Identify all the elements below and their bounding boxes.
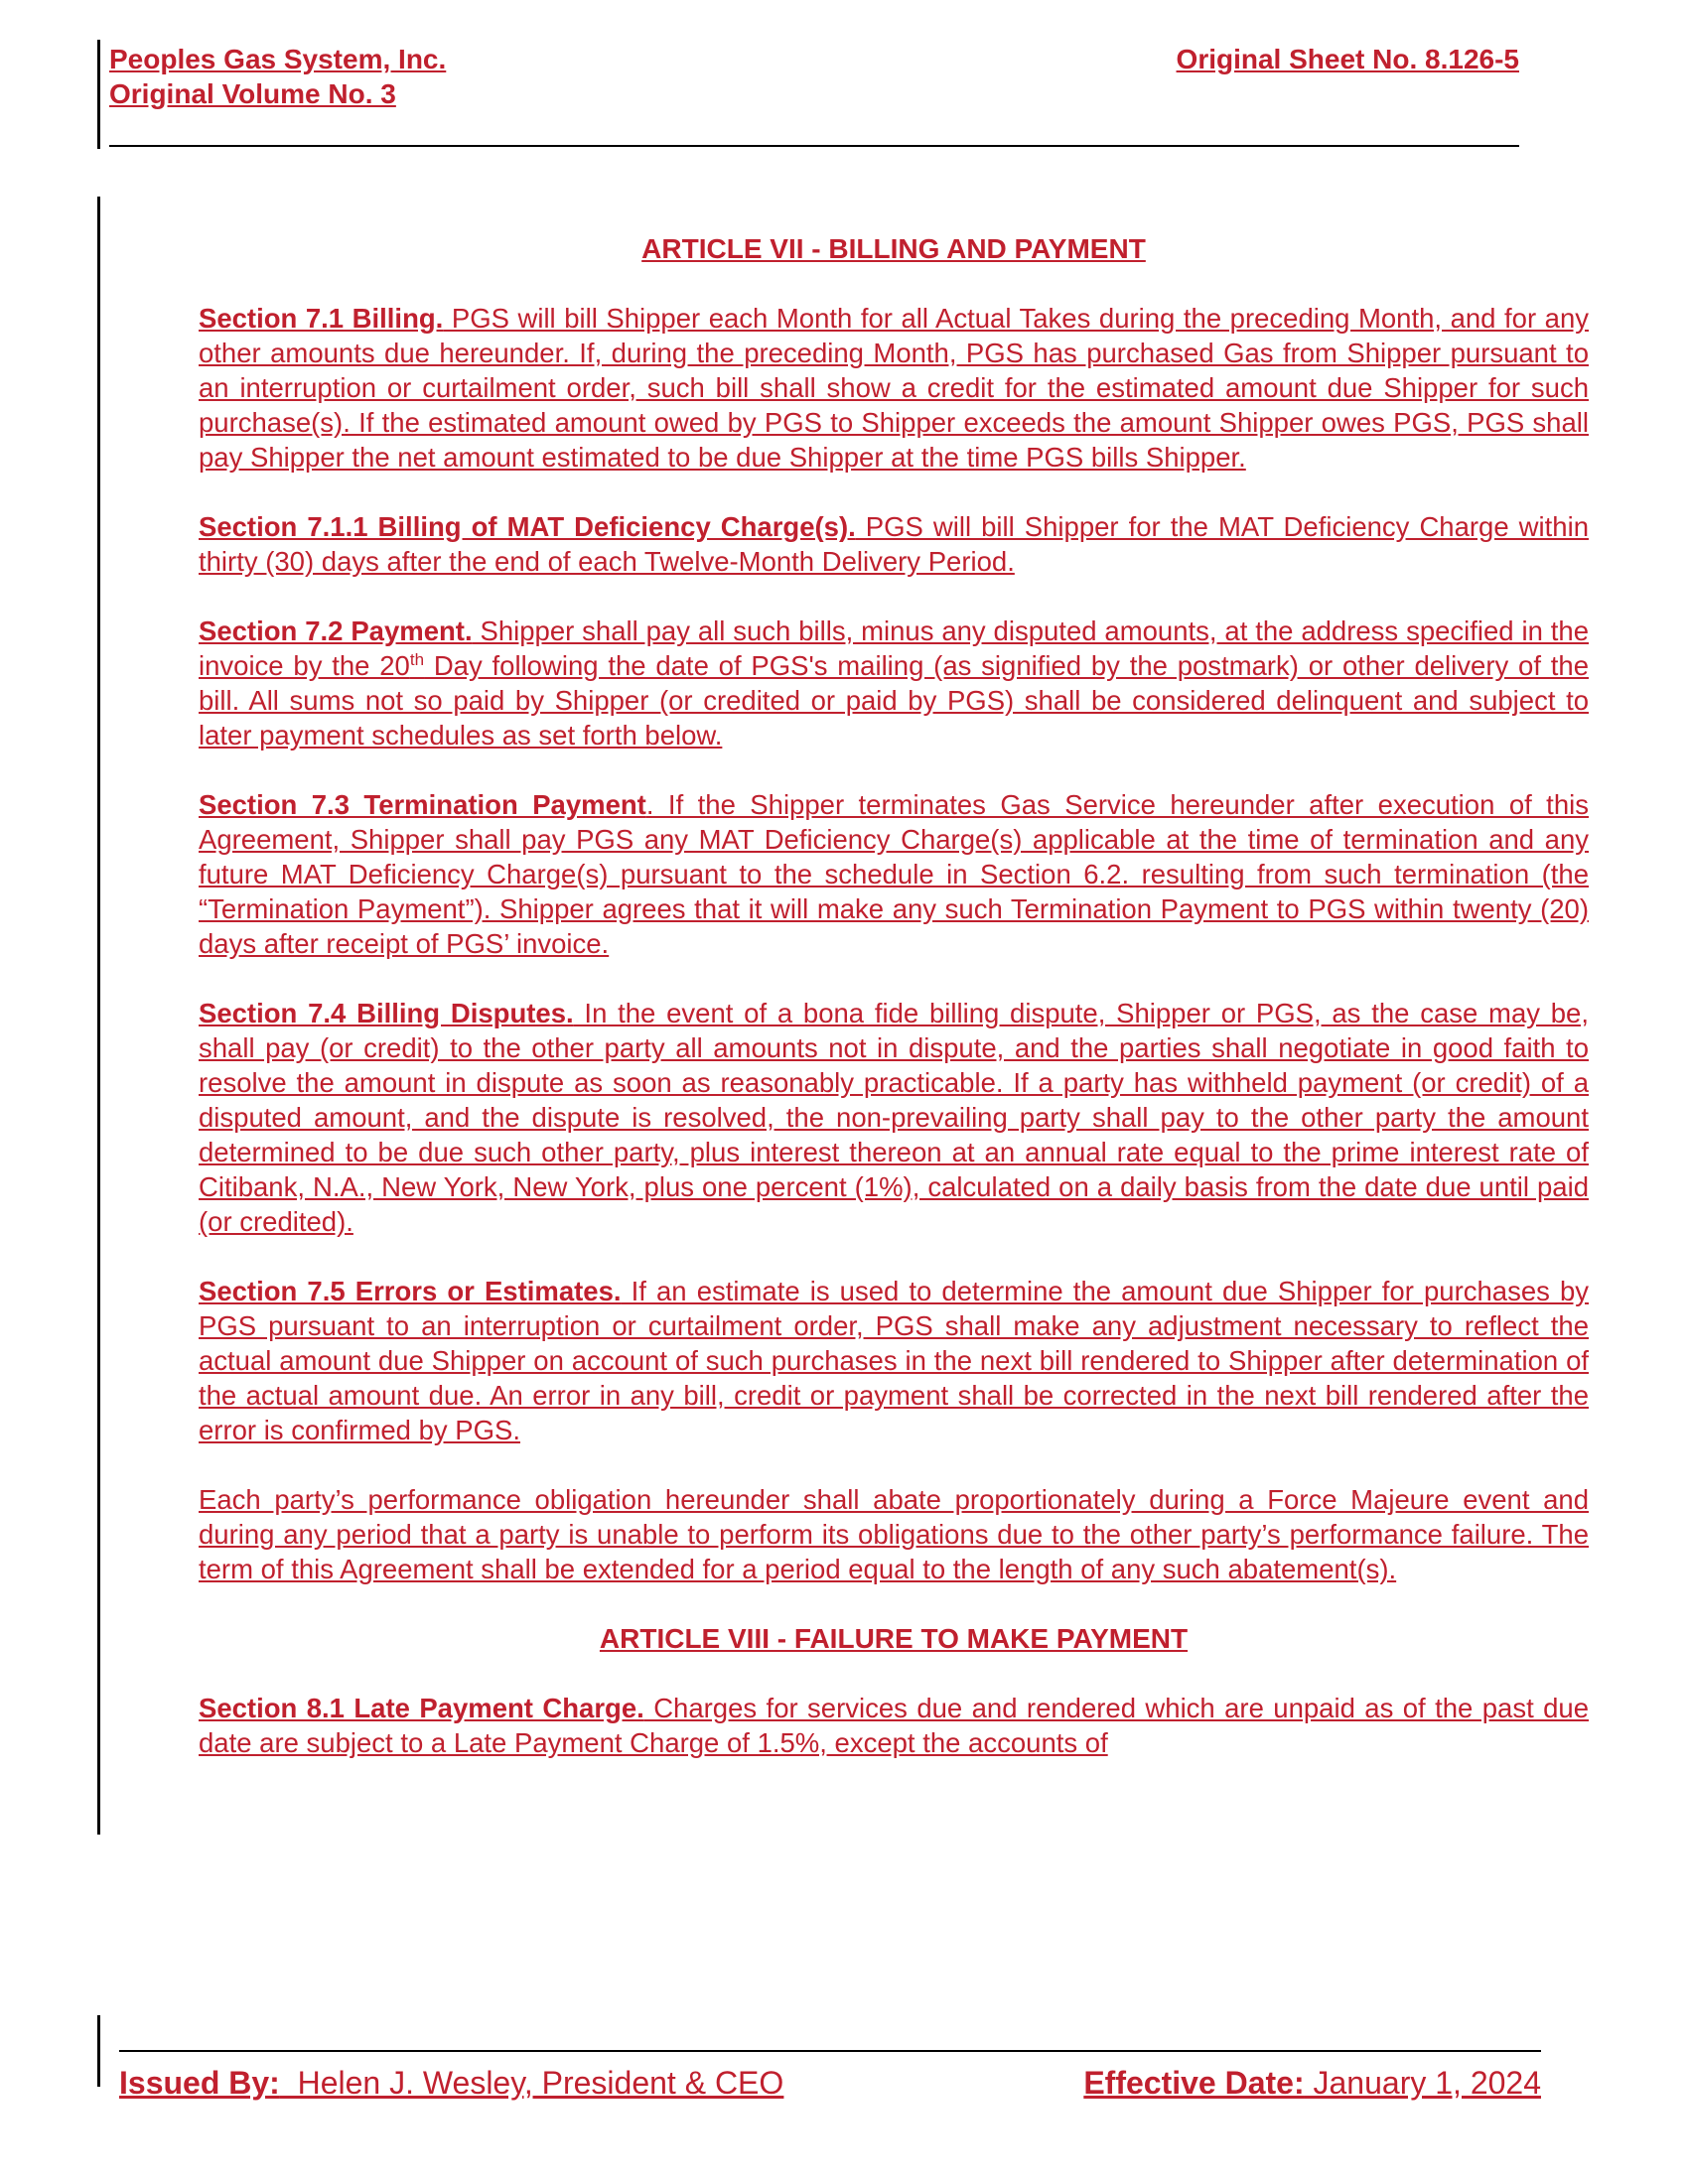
section-7-4 — [199, 996, 1589, 1239]
effective-date-label: Effective Date: — [1083, 2065, 1305, 2101]
section-7-4-body: In the event of a bona fide billing dispute, Shipper or PGS, as the case may be, shall pay (or credit) to the other party all amounts not in dispute, and the parties shall negotiate in good faith to resolve the amount in dispute as soon as reasonably practicable. If a party has withheld payment (or credit) of a disputed amount, and the dispute is resolved, the non-prevailing party shall pay to the other party the amount determined to be due such other party, plus interest thereon at an annual rate equal to the prime interest rate of Citibank, N.A., New York, New York, plus one percent (1%), calculated on a daily basis from the date due until paid (or credited). — [199, 998, 1589, 1237]
section-7-3-body: . If the Shipper terminates Gas Service hereunder after execution of this Agreement, Shipper shall pay PGS any MAT Deficiency Charge(s) applicable at the time of termination and any future MAT Deficiency Charge(s) pursuant to the schedule in Section 6.2. resulting from such termination (the “Termination Payment”). Shipper agrees that it will make any such Termination Payment to PGS within twenty (20) days after receipt of PGS’ invoice. — [199, 789, 1589, 959]
document-body — [199, 231, 1589, 1795]
section-7-4-title: Section 7.4 Billing Disputes. — [199, 998, 574, 1028]
company-name: Peoples Gas System, Inc. — [109, 44, 447, 74]
abatement-paragraph: Each party’s performance obligation hereunder shall abate proportionately during a Force Majeure event and during any period that a party is unable to perform its obligations due to the other party’s performance failure. The term of this Agreement shall be extended for a period equal to the length of any such abatement(s). — [199, 1484, 1589, 1584]
section-7-2-body-a: Shipper shall pay all such bills, minus any disputed amounts, at the address specified in the invoice by the 20 — [199, 615, 1590, 681]
margin-bar-body — [97, 197, 100, 1835]
margin-bar-header — [97, 40, 100, 149]
section-7-5 — [199, 1274, 1589, 1447]
effective-date — [1083, 2063, 1541, 2103]
section-7-3-title: Section 7.3 Termination Payment — [199, 789, 646, 820]
section-7-1-title: Section 7.1 Billing. — [199, 303, 444, 334]
issued-by — [119, 2063, 783, 2103]
section-7-1-body: PGS will bill Shipper each Month for all Actual Takes during the preceding Month, and for any other amounts due hereunder. If, during the preceding Month, PGS has purchased Gas from Shipper pursuant to an interruption or curtailment order, such bill shall show a credit for the estimated amount due Shipper for such purchase(s). If the estimated amount owed by PGS to Shipper exceeds the amount Shipper owes PGS, PGS shall pay Shipper the net amount estimated to be due Shipper at the time PGS bills Shipper. — [199, 303, 1589, 473]
section-7-2-title: Section 7.2 Payment. — [199, 615, 473, 646]
section-7-1-1 — [199, 509, 1589, 579]
issued-by-value: Helen J. Wesley, President & CEO — [279, 2065, 784, 2101]
section-7-5-title: Section 7.5 Errors or Estimates. — [199, 1276, 622, 1306]
article-8-heading: ARTICLE VIII - FAILURE TO MAKE PAYMENT — [599, 1623, 1189, 1654]
footer-rule — [119, 2050, 1541, 2052]
section-8-1-title: Section 8.1 Late Payment Charge. — [199, 1693, 644, 1723]
section-7-1-1-body: PGS will bill Shipper for the MAT Deficiency Charge within thirty (30) days after the end of each Twelve-Month Delivery Period. — [199, 511, 1589, 577]
section-7-2-superscript: th — [409, 649, 425, 669]
issued-by-label: Issued By: — [119, 2065, 280, 2101]
section-7-1 — [199, 301, 1589, 475]
header-rule — [109, 145, 1519, 147]
section-8-1 — [199, 1691, 1589, 1760]
margin-bar-footer — [97, 2015, 100, 2087]
section-7-1-1-title: Section 7.1.1 Billing of MAT Deficiency Charge(s). — [199, 511, 856, 542]
article-7-heading: ARTICLE VII - BILLING AND PAYMENT — [641, 233, 1146, 264]
sheet-number: Original Sheet No. 8.126-5 — [1176, 44, 1519, 74]
page-header — [109, 42, 1519, 111]
section-7-3 — [199, 787, 1589, 961]
effective-date-value: January 1, 2024 — [1304, 2065, 1541, 2101]
section-8-1-body: Charges for services due and rendered which are unpaid as of the past due date are subject to a Late Payment Charge of 1.5%, except the accounts of — [199, 1693, 1590, 1758]
section-7-2-body-b: Day following the date of PGS's mailing (as signified by the postmark) or other delivery of the bill. All sums not so paid by Shipper (or credited or paid by PGS) shall be considered delinquent and subject to later payment schedules as set forth below. — [199, 650, 1589, 751]
volume-number: Original Volume No. 3 — [109, 78, 396, 109]
section-7-5-body: If an estimate is used to determine the amount due Shipper for purchases by PGS pursuant to an interruption or curtailment order, PGS shall make any adjustment necessary to reflect the actual amount due Shipper on account of such purchases in the next bill rendered to Shipper after determination of the actual amount due. An error in any bill, credit or payment shall be corrected in the next bill rendered after the error is confirmed by PGS. — [199, 1276, 1589, 1445]
section-7-2 — [199, 614, 1589, 752]
page-footer — [119, 2063, 1541, 2103]
